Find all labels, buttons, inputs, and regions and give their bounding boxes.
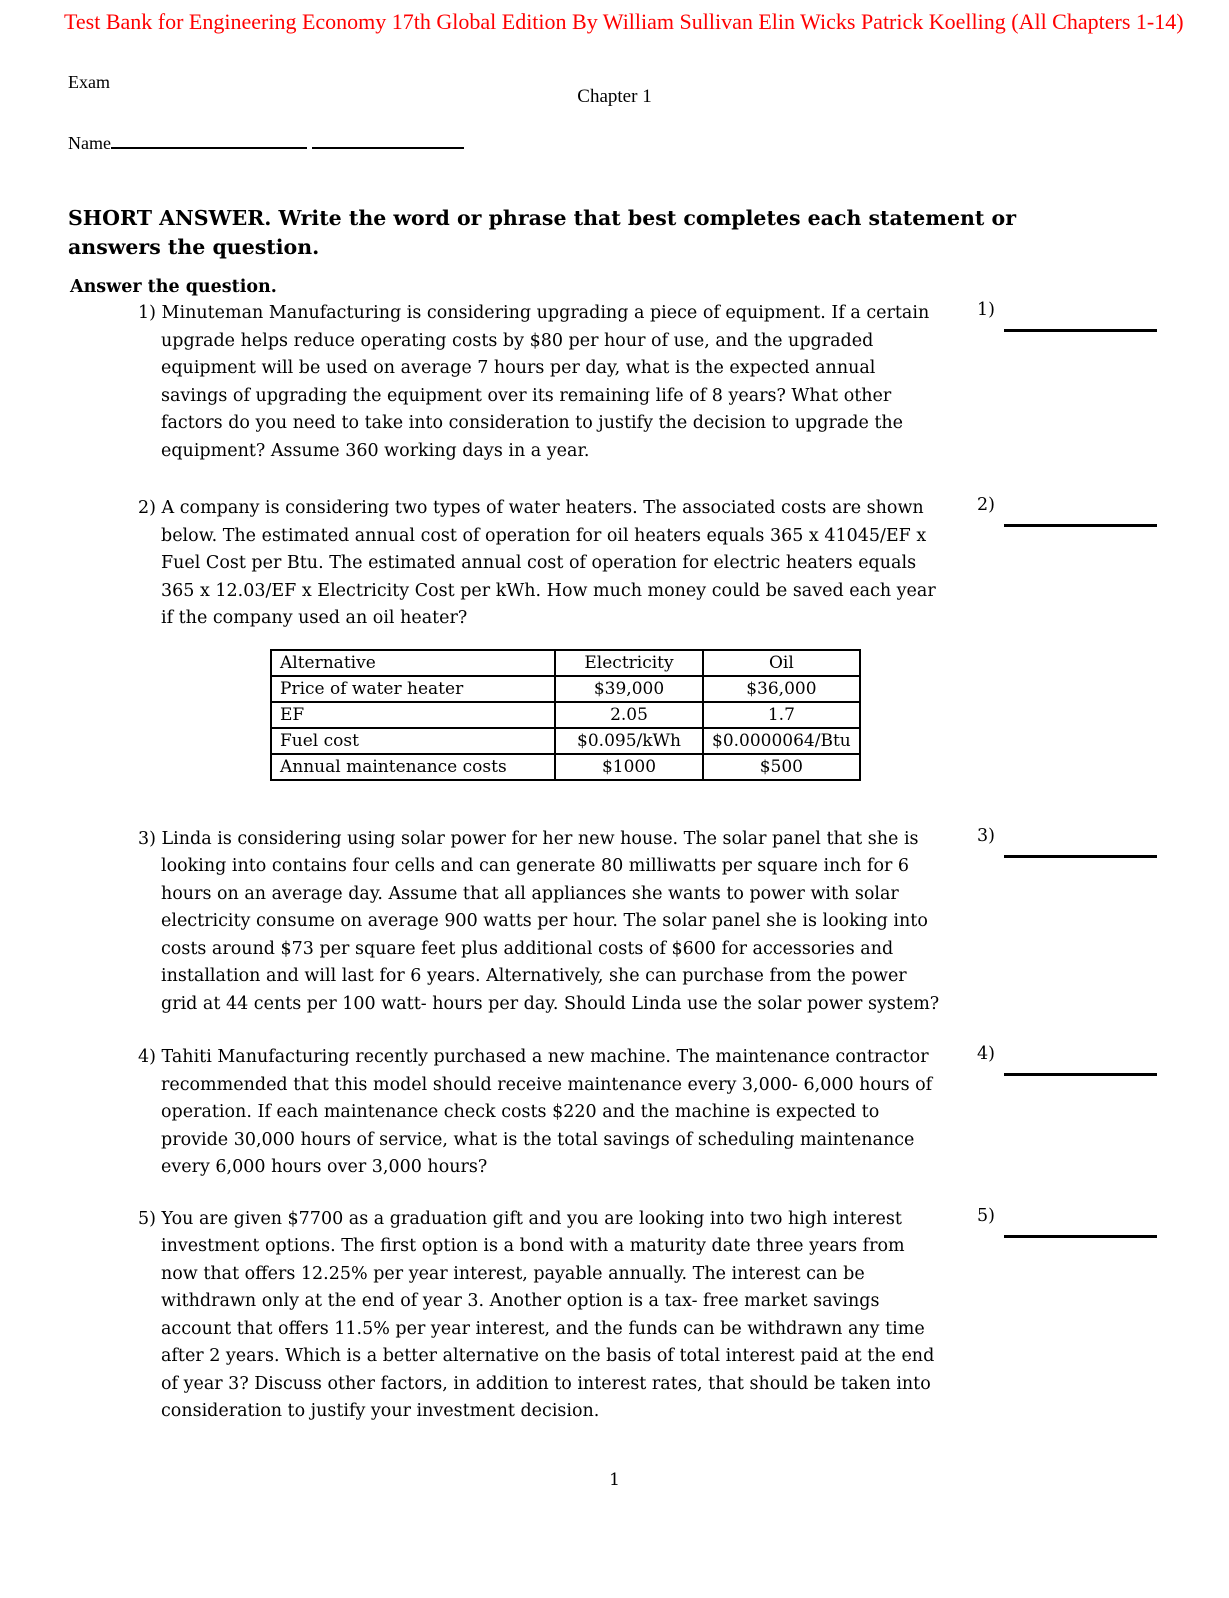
answer-3-number: 3) [977, 825, 995, 846]
table-cell: EF [271, 702, 555, 728]
answer-blank-2 [977, 495, 1159, 531]
answer-2-number: 2) [977, 495, 995, 515]
table-cell: Fuel cost [271, 728, 555, 754]
water-heater-cost-table [270, 649, 861, 781]
answer-4-line [1004, 1073, 1157, 1076]
question-2 [0, 495, 1229, 633]
table-header-electricity: Electricity [555, 650, 703, 676]
question-3-body: Linda is considering using solar power for her new house. The solar panel that she is looking into contains four cells and can generate 80 milliwatts per square inch for 6 hours on an average day. Assume that all appliances she wants to power with solar electricity consume on average 900 watts per hour. The solar panel she is looking into costs around $73 per square feet plus additional costs of $600 for accessories and installation and will last for 6 years. Alternatively, she can purchase from the power grid at 44 cents per 100 watt- hours per day. Should Linda use the solar power system? [161, 828, 940, 1014]
question-1-text [138, 300, 940, 465]
answer-5-line [1004, 1235, 1157, 1238]
question-3 [0, 826, 1229, 1019]
answer-2-line [1004, 524, 1157, 527]
name-row [68, 130, 1229, 154]
question-3-number: 3) [138, 828, 156, 849]
name-blank-line [111, 130, 307, 149]
question-1 [0, 300, 1229, 465]
question-5-number: 5) [138, 1208, 156, 1229]
question-1-number: 1) [138, 303, 156, 323]
table-cell: $0.0000064/Btu [703, 728, 860, 754]
question-2-text [138, 495, 940, 633]
page-number: 1 [609, 1469, 620, 1490]
answer-blank-3 [977, 826, 1159, 862]
answer-4-number: 4) [977, 1044, 995, 1064]
chapter-title: Chapter 1 [577, 86, 652, 107]
table-header-oil: Oil [703, 650, 860, 676]
question-5 [0, 1206, 1229, 1426]
table-row [271, 702, 860, 728]
answer-5-number: 5) [977, 1205, 995, 1226]
answer-blank-5 [977, 1206, 1159, 1242]
question-3-text [138, 826, 940, 1019]
table-cell: $1000 [555, 754, 703, 780]
question-4-number: 4) [138, 1047, 156, 1067]
answer-1-line [1004, 329, 1157, 332]
name-label: Name [68, 133, 111, 153]
table-row [271, 728, 860, 754]
document-title: Test Bank for Engineering Economy 17th Global Edition By William Sullivan Elin Wicks Patrick Koelling (All Chapters 1-14) [64, 9, 1184, 34]
table-cell: Annual maintenance costs [271, 754, 555, 780]
name-blank-line [312, 130, 464, 149]
exam-meta-row [0, 72, 1229, 107]
answer-1-number: 1) [977, 300, 995, 320]
table-row [271, 754, 860, 780]
table-cell: 2.05 [555, 702, 703, 728]
answer-blank-4 [977, 1044, 1159, 1080]
table-cell: $500 [703, 754, 860, 780]
table-cell: Price of water heater [271, 676, 555, 702]
section-heading: SHORT ANSWER. Write the word or phrase that best completes each statement or answers the question. [68, 206, 1017, 259]
table-cell: $0.095/kWh [555, 728, 703, 754]
table-cell: $36,000 [703, 676, 860, 702]
question-4 [0, 1044, 1229, 1182]
question-1-body: Minuteman Manufacturing is considering upgrading a piece of equipment. If a certain upgrade helps reduce operating costs by $80 per hour of use, and the upgraded equipment will be used on average 7 hours per day, what is the expected annual savings of upgrading the equipment over its remaining life of 8 years? What other factors do you need to take into consideration to justify the decision to upgrade the equipment? Assume 360 working days in a year. [161, 303, 930, 461]
question-5-text [138, 1206, 940, 1426]
instruction-text: Answer the question. [70, 277, 277, 297]
question-2-number: 2) [138, 498, 156, 518]
question-5-body: You are given $7700 as a graduation gift and you are looking into two high interest investment options. The first option is a bond with a maturity date three years from now that offers 12.25% per year interest, payable annually. The interest can be withdrawn only at the end of year 3. Another option is a tax- free market savings account that offers 11.5% per year interest, and the funds can be withdrawn any time after 2 years. Which is a better alternative on the basis of total interest paid at the end of year 3? Discuss other factors, in addition to interest rates, that should be taken into consideration to justify your investment decision. [161, 1208, 935, 1421]
question-4-body: Tahiti Manufacturing recently purchased a new machine. The maintenance contractor recommended that this model should receive maintenance every 3,000- 6,000 hours of operation. If each maintenance check costs $220 and the machine is expected to provide 30,000 hours of service, what is the total savings of scheduling maintenance every 6,000 hours over 3,000 hours? [161, 1047, 933, 1177]
table-cell: 1.7 [703, 702, 860, 728]
answer-3-line [1004, 855, 1157, 858]
table-cell: $39,000 [555, 676, 703, 702]
answer-blank-1 [977, 300, 1159, 336]
table-header-row [271, 650, 860, 676]
table-row [271, 676, 860, 702]
table-header-alternative: Alternative [271, 650, 555, 676]
question-2-body: A company is considering two types of water heaters. The associated costs are shown below. The estimated annual cost of operation for oil heaters equals 365 x 41045/EF x Fuel Cost per Btu. The estimated annual cost of operation for electric heaters equals 365 x 12.03/EF x Electricity Cost per kWh. How much money could be saved each year if the company used an oil heater? [161, 498, 936, 628]
exam-label: Exam [68, 72, 110, 92]
question-4-text [138, 1044, 940, 1182]
